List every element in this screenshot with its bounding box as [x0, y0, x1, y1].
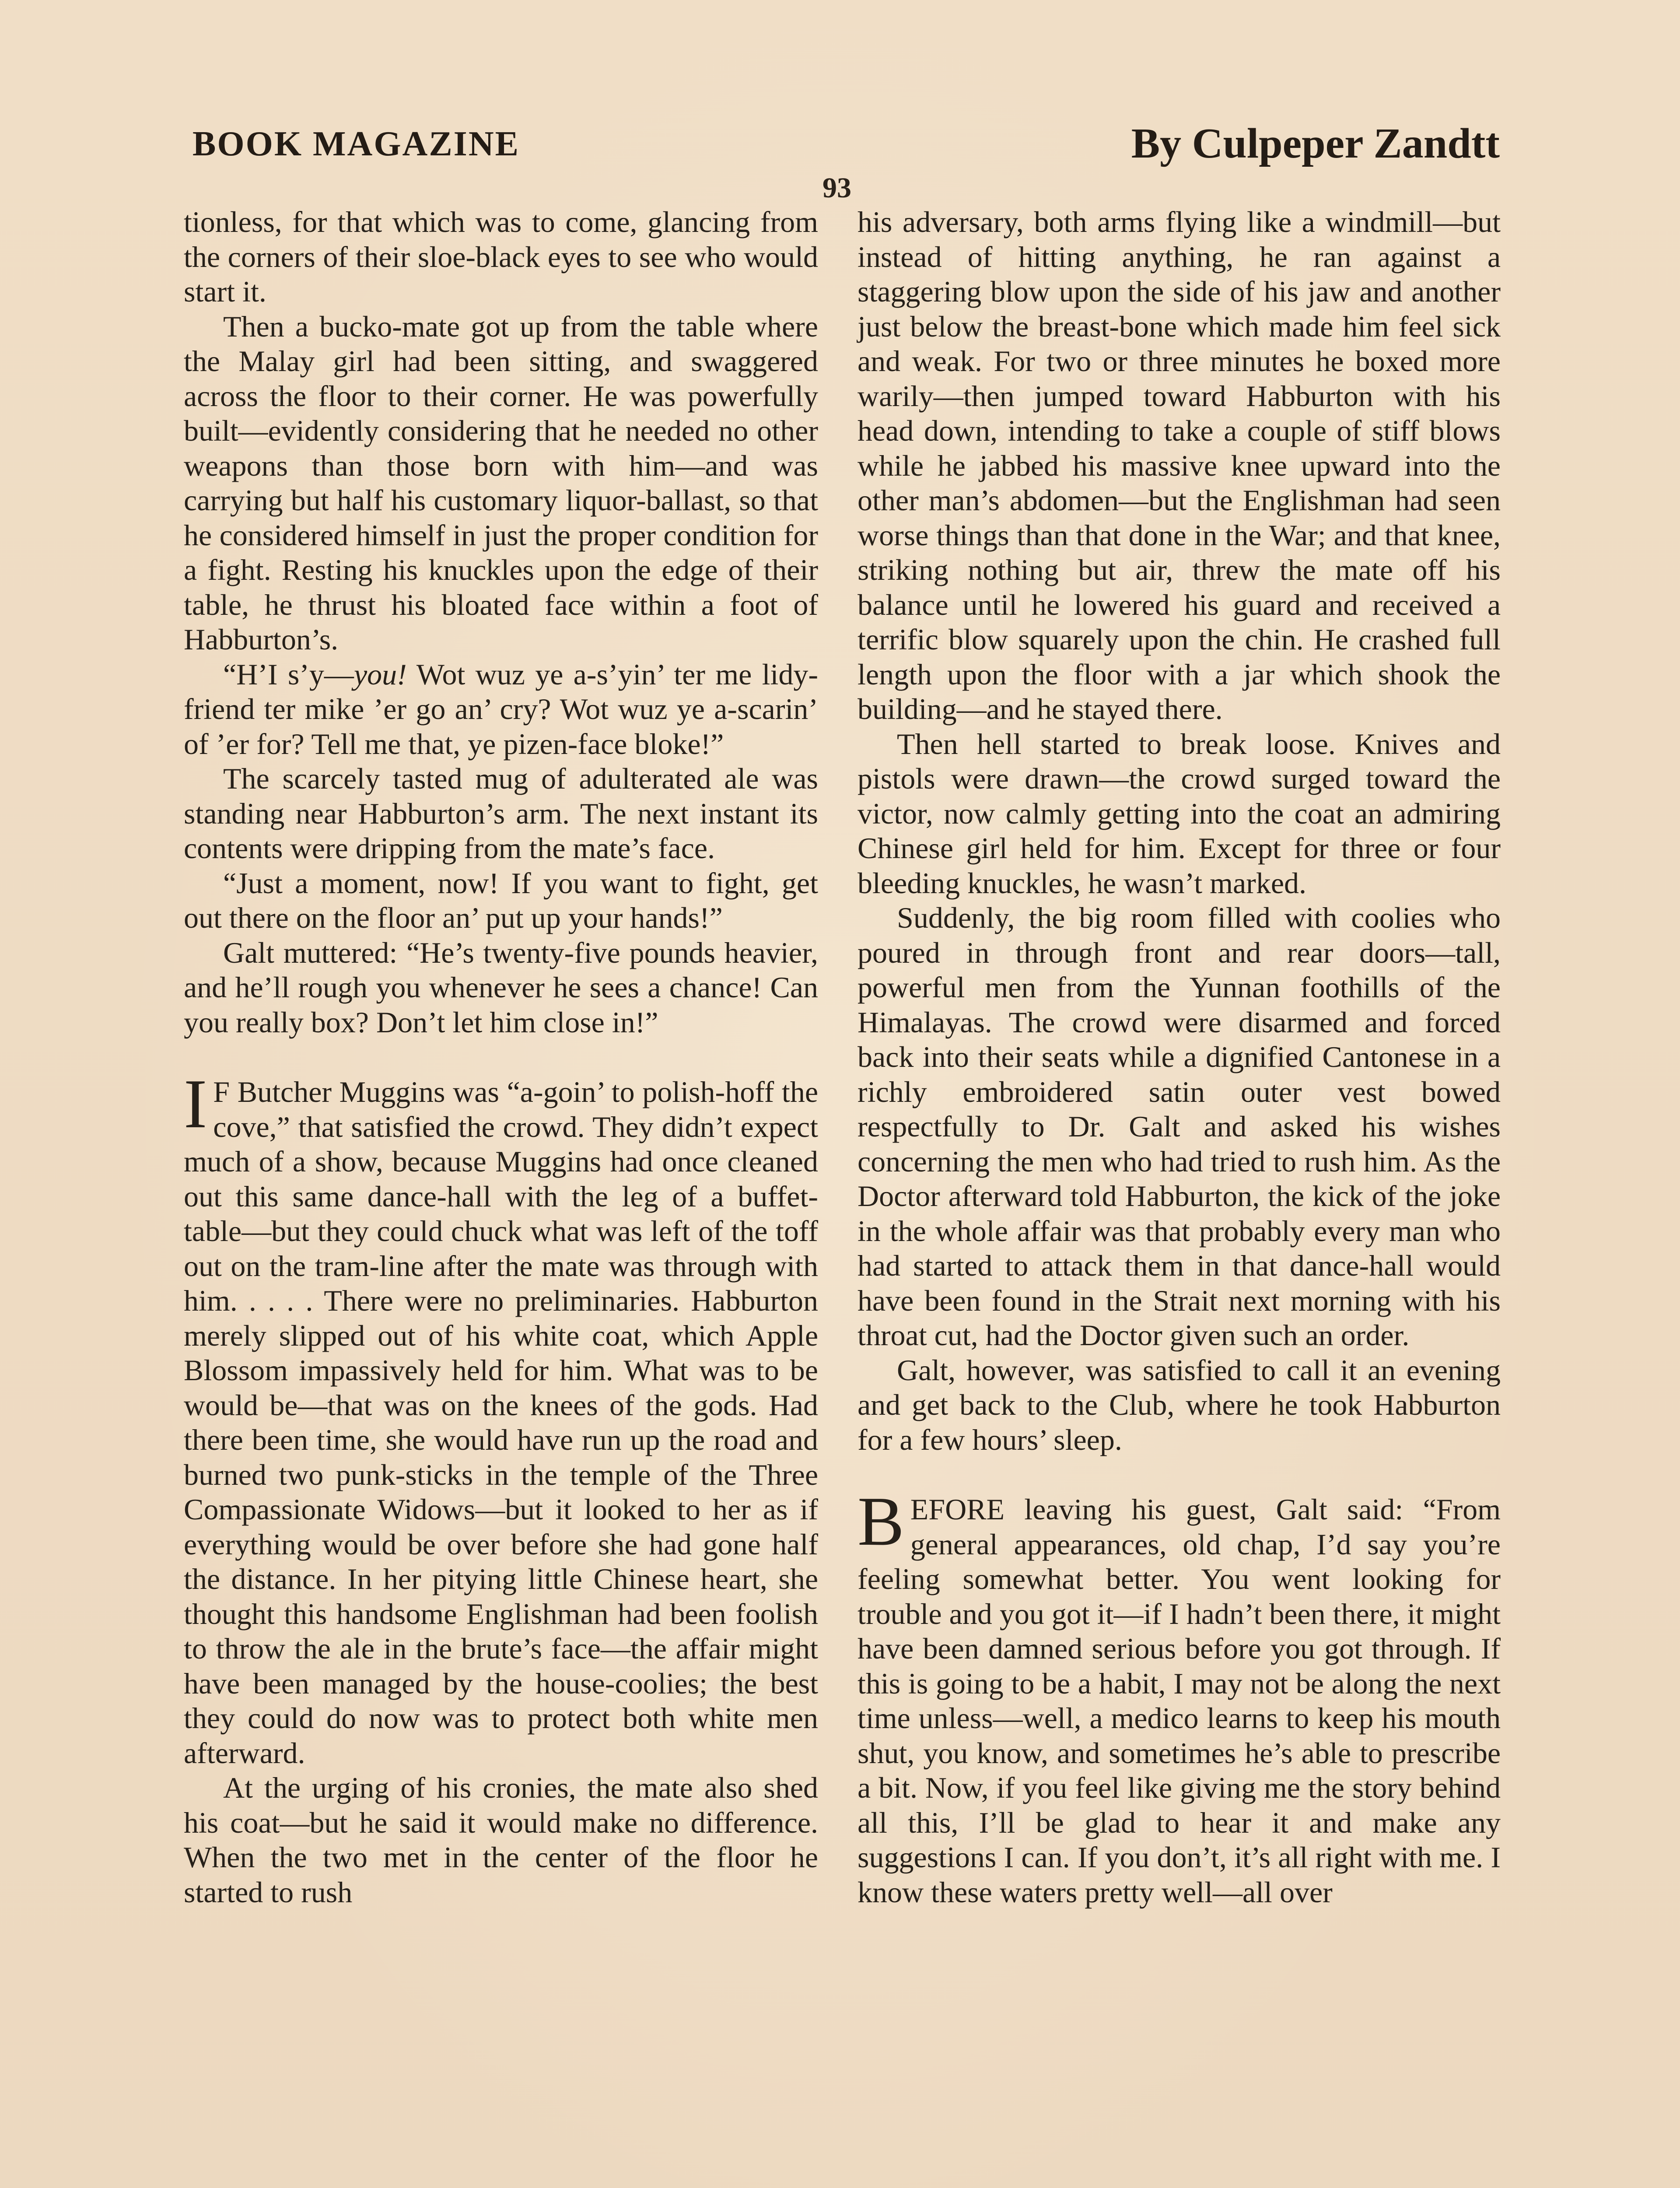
page-number: 93 — [822, 172, 851, 204]
section-paragraph — [184, 1065, 818, 1771]
dialogue-end: me lidy-friend ter mike ’er go an’ cry? Wot wuz ye a-scarin’ of ’er for? Tell me that, ye pizen-face bloke!” — [184, 657, 818, 761]
section-text: EFORE leaving his guest, Galt said: “From general appearances, old chap, I’d say you’re feeling somewhat better. You went looking for trouble and you got it—if I hadn’t been there, it might have been damned serious before you got through. If this is going to be a habit, I may not be along the next time unless—well, a medico learns to keep his mouth shut, you know, and sometimes he’s able to prescribe a bit. Now, if you feel like giving me the story behind all this, I’ll be glad to hear it and make any suggestions I can. If you don’t, it’s all right with me. I know these waters pretty well—all over — [858, 1493, 1501, 1909]
paragraph: Galt, however, was satisfied to call it an evening and get back to the Club, where he took Habburton for a few hours’ sleep. — [858, 1353, 1501, 1456]
paragraph: his adversary, both arms flying like a windmill—but instead of hitting anything, he ran against a staggering blow upon the side of his jaw and another just below the breast-bone which made him feel sick and weak. For two or three minutes he boxed more warily—then jumped toward Habburton with his head down, intending to take a couple of stiff blows while he jabbed his massive knee upward into the other man’s abdomen—but the Englishman had seen worse things than that done in the War; and that knee, striking nothing but air, threw the mate off his balance until he lowered his guard and received a terrific blow squarely upon the chin. He crashed full length upon the floor with a jar which shook the building—and he stayed there. — [858, 205, 1501, 726]
paragraph: Galt muttered: “He’s twenty-five pounds heavier, and he’ll rough you whenever he sees a chance! Can you really box? Don’t let him close in!” — [184, 936, 818, 1039]
section-text: F Butcher Muggins was “a-goin’ to polish-hoff the cove,” that satisfied the crowd. They didn’t expect much of a show, because Muggins had once cleaned out this same dance-hall with the leg of a buffet-table—but they could chuck what was left of the toff out on the tram-line after the mate was through with him. . . . . There were no preliminaries. Habburton merely slipped out of his white coat, which Apple Blossom impassively held for him. What was to be would be—that was on the knees of the gods. Had there been time, she would have run up the road and burned two punk-sticks in the temple of the Three Compassionate Widows—but it looked to her as if everything would be over before she had gone half the distance. In her pitying little Chinese heart, she thought this handsome Englishman had been foolish to throw the ale in the brute’s face—the affair might have been managed by the house-coolies; the best they could do now was to protect both white men afterward. — [184, 1075, 818, 1770]
paragraph: Suddenly, the big room filled with coolies who poured in through front and rear doors—tall, powerful men from the Yunnan foothills of the Himalayas. The crowd were disarmed and forced back into their seats while a dignified Cantonese in a richly embroidered satin outer vest bowed respectfully to Dr. Galt and asked his wishes concerning the men who had tried to rush him. As the Doctor afterward told Habburton, the kick of the joke in the whole affair was that probably every man who had started to attack them in that dance-hall would have been found in the Strait next morning with his throat cut, had the Doctor given such an order. — [858, 901, 1501, 1352]
left-column — [184, 205, 818, 1910]
paragraph: Then hell started to break loose. Knives and pistols were drawn—the crowd surged toward the victor, now calmly getting into the coat an admiring Chinese girl held for him. Except for three or four bleeding knuckles, he wasn’t marked. — [858, 727, 1501, 900]
dialogue-emphasis: you! — [354, 657, 407, 691]
dialogue-continued: Wot wuz ye a-s’yin’ ter — [406, 657, 705, 691]
dialogue-start: “H’I s’y— — [223, 657, 354, 691]
paragraph: “Just a moment, now! If you want to fight, get out there on the floor an’ put up your hands!” — [184, 866, 818, 934]
drop-cap: B — [858, 1482, 904, 1560]
paragraph: At the urging of his cronies, the mate also shed his coat—but he said it would make no difference. When the two met in the center of the floor he started to rush — [184, 1771, 818, 1909]
paragraph: tionless, for that which was to come, glancing from the corners of their sloe-black eyes to see who would start it. — [184, 205, 818, 308]
right-column — [858, 205, 1501, 1910]
drop-cap: I — [184, 1065, 207, 1143]
section-paragraph — [858, 1482, 1501, 1910]
paragraph: The scarcely tasted mug of adulterated ale was standing near Habburton’s arm. The next instant its contents were dripping from the mate’s face. — [184, 762, 818, 865]
dialogue-paragraph — [184, 657, 818, 762]
magazine-title: BOOK MAGAZINE — [192, 125, 520, 163]
paragraph: Then a bucko-mate got up from the table where the Malay girl had been sitting, and swaggered across the floor to their corner. He was powerfully built—evidently considering that he needed no other weapons than those born with him—and was carrying but half his customary liquor-ballast, so that he considered himself in just the proper condition for a fight. Resting his knuckles upon the edge of their table, he thrust his bloated face within a foot of Habburton’s. — [184, 309, 818, 656]
author-byline: By Culpeper Zandtt — [1131, 120, 1500, 167]
